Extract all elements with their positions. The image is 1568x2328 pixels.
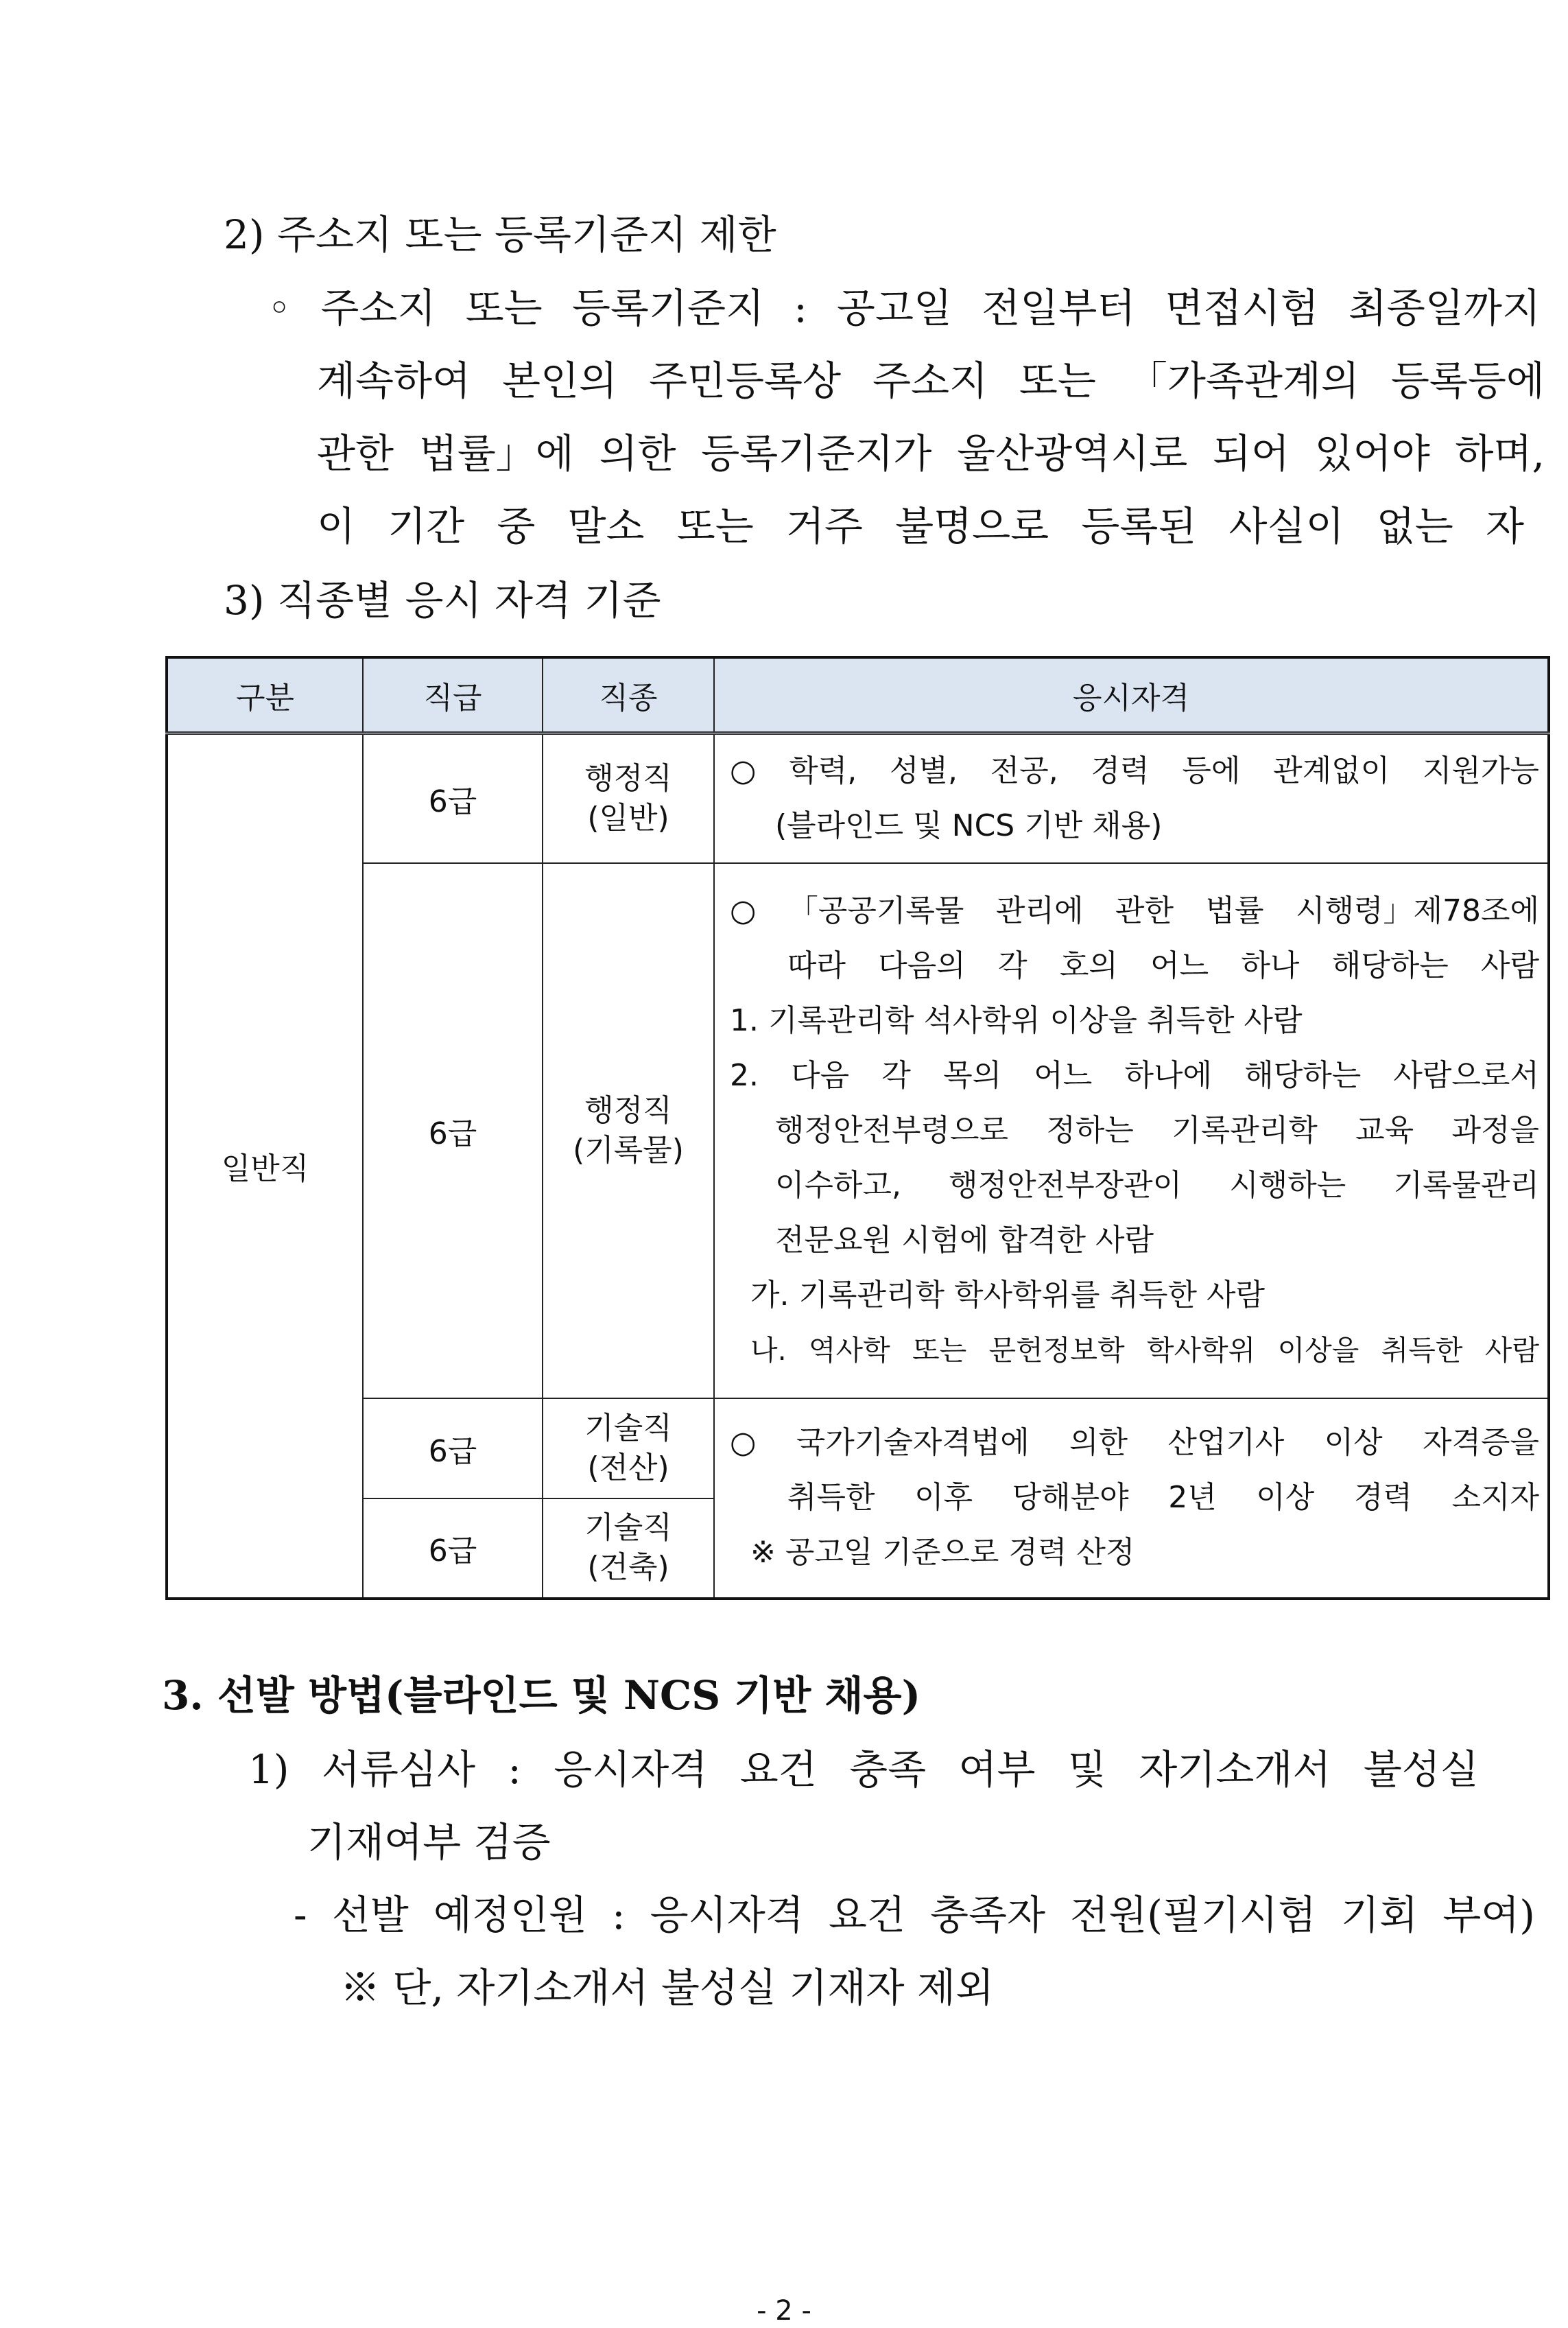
header-category: 구분 [167,657,363,733]
job-type-line: (건축) [587,1550,669,1585]
qualification-cell [714,733,1549,863]
paragraph-line: 기재여부 검증 [307,1819,551,1866]
job-type-line: (전산) [587,1450,669,1485]
paragraph-line: 1) 서류심사 : 응시자격 요건 충족 여부 및 자기소개서 불성실 [248,1746,1479,1793]
job-type-line: 행정직 [584,1092,672,1128]
qualification-line: ○ 학력, 성별, 전공, 경력 등에 관계없이 지원가능 [730,753,1539,788]
qualification-line: 가. 기록관리학 학사학위를 취득한 사람 [750,1277,1265,1313]
table-header-row [167,657,1549,733]
qualification-table [165,656,1550,1600]
qualification-cell [714,1398,1549,1599]
section-heading: 2) 주소지 또는 등록기준지 제한 [224,211,776,258]
section-heading: 3) 직종별 응시 자격 기준 [224,577,661,624]
note-line: ※ 단, 자기소개서 불성실 기재자 제외 [340,1964,995,2011]
header-job-type: 직종 [543,657,714,733]
job-type-cell [543,863,714,1398]
qualification-line: 따라 다음의 각 호의 어느 하나 해당하는 사람 [787,948,1539,983]
grade-cell: 6급 [363,1498,543,1599]
qualification-line: ※ 공고일 기준으로 경력 산정 [750,1535,1135,1570]
qualification-line: 전문요원 시험에 합격한 사람 [775,1222,1154,1258]
qualification-cell [714,863,1549,1398]
grade-cell: 6급 [363,733,543,863]
table-row [167,733,1549,863]
paragraph-line: 이 기간 중 말소 또는 거주 불명으로 등록된 사실이 없는 자 [317,503,1524,550]
paragraph-line: 관한 법률」에 의한 등록기준지가 울산광역시로 되어 있어야 하며, [317,430,1545,477]
job-type-cell [543,1398,714,1498]
table-row [167,863,1549,1398]
paragraph-line: ◦ 주소지 또는 등록기준지 : 공고일 전일부터 면접시험 최종일까지 [268,285,1541,331]
qualification-line: 1. 기록관리학 석사학위 이상을 취득한 사람 [730,1002,1303,1038]
job-type-line: 행정직 [584,760,672,796]
qualification-line: 행정안전부령으로 정하는 기록관리학 교육 과정을 [775,1112,1539,1148]
job-type-line: 기술직 [584,1510,672,1545]
job-type-cell [543,1498,714,1599]
qualification-line: (블라인드 및 NCS 기반 채용) [775,808,1163,843]
table-row [167,1398,1549,1498]
paragraph-line: 계속하여 본인의 주민등록상 주소지 또는 「가족관계의 등록등에 [317,357,1545,404]
header-qualification: 응시자격 [714,657,1549,733]
qualification-line: 2. 다음 각 목의 어느 하나에 해당하는 사람으로서 [730,1057,1539,1093]
page-number: - 2 - [757,2295,811,2327]
job-type-cell [543,733,714,863]
section-heading: 3. 선발 방법(블라인드 및 NCS 기반 채용) [162,1672,921,1719]
qualification-line: 취득한 이후 당해분야 2년 이상 경력 소지자 [787,1480,1539,1515]
qualification-line: ○ 「공공기록물 관리에 관한 법률 시행령」제78조에 [730,893,1539,928]
qualification-line: ○ 국가기술자격법에 의한 산업기사 이상 자격증을 [730,1425,1539,1460]
qualification-line: 나. 역사학 또는 문헌정보학 학사학위 이상을 취득한 사람 [750,1333,1539,1367]
job-type-line: 기술직 [584,1410,672,1446]
category-cell: 일반직 [167,733,363,1599]
job-type-line: (기록물) [573,1132,684,1168]
header-grade: 직급 [363,657,543,733]
qualification-line: 이수하고, 행정안전부장관이 시행하는 기록물관리 [775,1167,1539,1203]
grade-cell: 6급 [363,863,543,1398]
job-type-line: (일반) [587,800,669,836]
paragraph-line: - 선발 예정인원 : 응시자격 요건 충족자 전원(필기시험 기회 부여) [294,1892,1535,1938]
grade-cell: 6급 [363,1398,543,1498]
